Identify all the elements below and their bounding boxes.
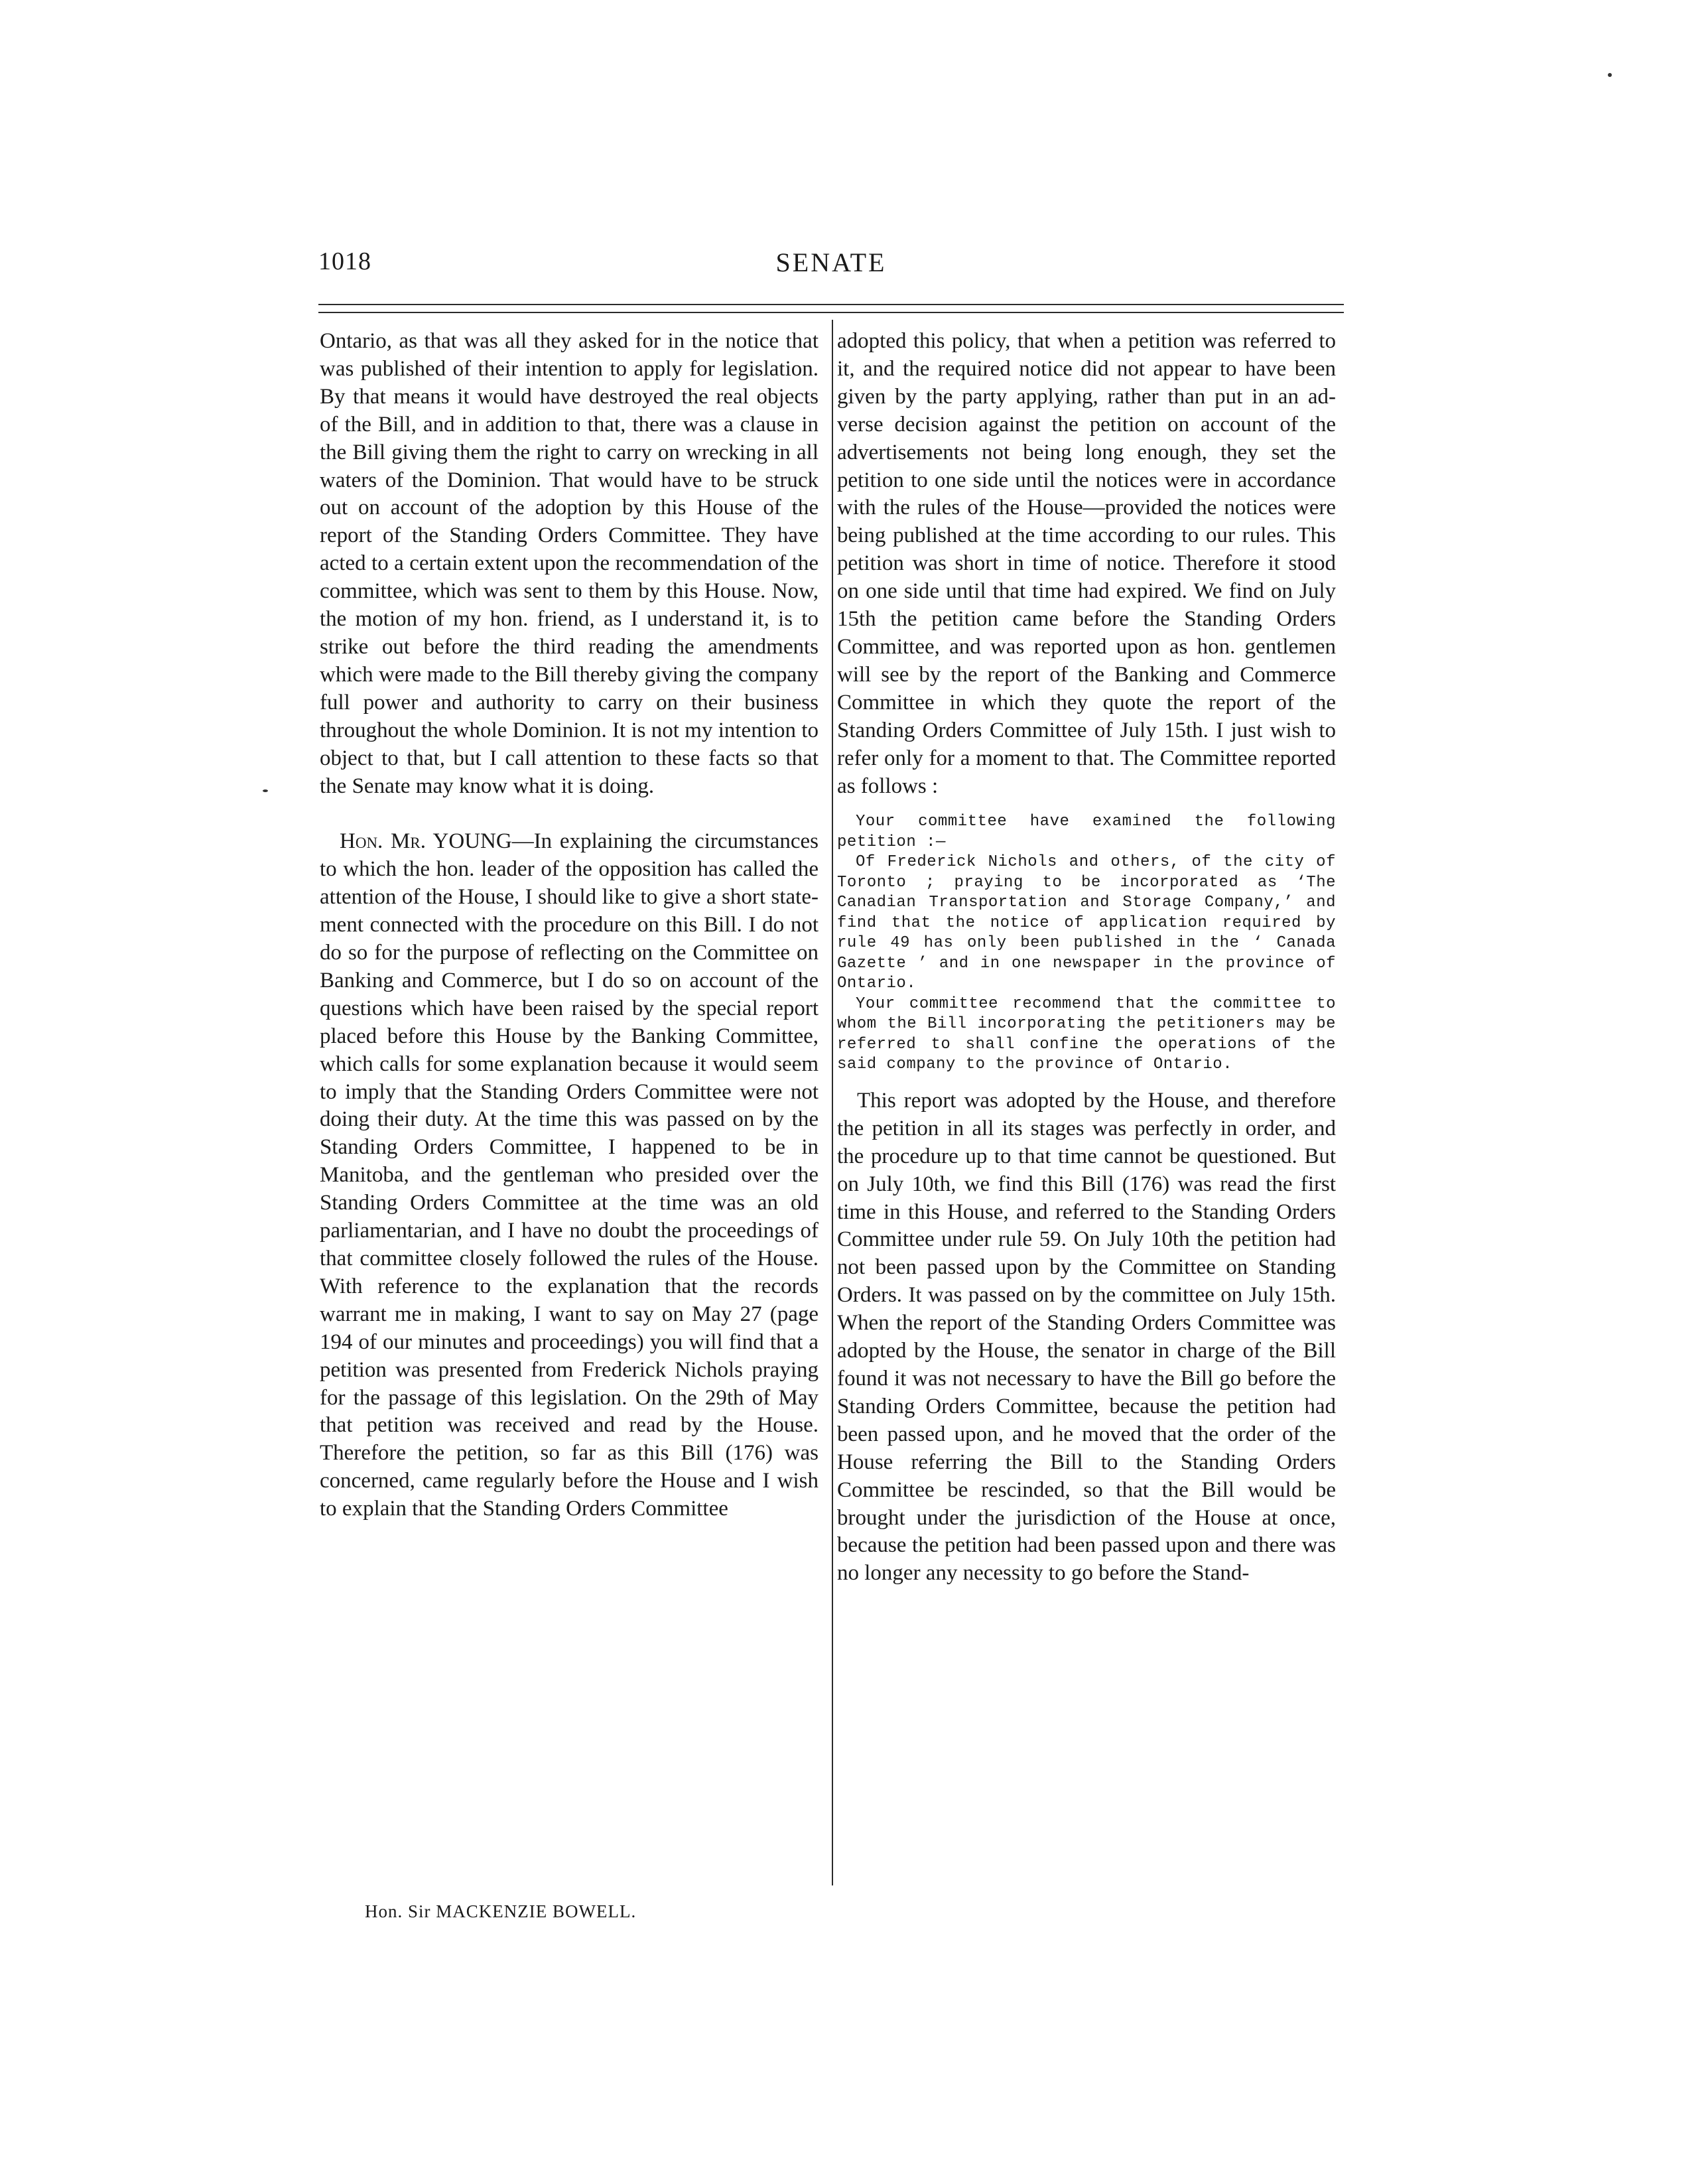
- page-number: 1018: [318, 247, 371, 275]
- scan-speck: [263, 789, 268, 792]
- scan-speck: [1608, 73, 1612, 77]
- footer-speaker-name: Hon. Sir MACKENZIE BOWELL.: [365, 1901, 637, 1921]
- committee-report-quote: [837, 812, 1336, 1075]
- running-title: SENATE: [775, 247, 887, 277]
- right-paragraph-2: This report was adopted by the House, and therefore the petition in all its stages was perfectly in order, and the procedure up to that time cannot be questioned. But on July 10th, we find this Bill (176) was read the first time in this House, and referred to the Standing Orders Committee under rule 59. On July 10th the petition had not been passed upon by the Committee on Standing Orders. It was passed on by the committee on July 15th. When the report of the Standing Orders Committee was adopted by the House, the senator in charge of the Bill found it was not necessary to have the Bill go before the Standing Orders Committee, because the petition had been passed upon, and he moved that the order of the House referring the Bill to the Standing Orders Committee be rescinded, so that the Bill would be brought under the jurisdiction of the House at once, because the petition had been passed upon and there was no longer any necessity to go before the Stand-: [837, 1088, 1336, 1586]
- quote-paragraph-2: Of Frederick Nichols and others, of the city of Toronto ; praying to be incorporated as ‘The Canadian Transportation and Storage Company,’ and find that the notice of application required by rule 49 has only been published in the ‘ Canada Gazette ’ and in one newspaper in the province of Ontario.: [837, 853, 1336, 993]
- left-paragraph-2: [320, 828, 819, 1523]
- header-rule-bottom: [318, 312, 1344, 313]
- right-column: [837, 328, 1336, 1588]
- column-divider: [832, 320, 833, 1885]
- quote-line-1: Your committee have examined the following petition :—: [837, 813, 1336, 851]
- left-paragraph-1: Ontario, as that was all they asked for in the notice that was published of their intention to apply for legislation. By that means it would have destroyed the real objects of the Bill, and in addition to that, there was a clause in the Bill giving them the right to carry on wrecking in all waters of the Dominion. That would have to be struck out on account of the adoption by this House of the report of the Standing Orders Committee. They have acted to a certain extent upon the recommendation of the committee, which was sent to them by this House. Now, the motion of my hon. friend, as I understand it, is to strike out before the third reading the amendments which were made to the Bill thereby giving the company full power and authority to carry on their business throughout the whole Dominion. It is not my intention to object to that, but I call attention to these facts so that the Senate may know what it is doing.: [320, 329, 819, 798]
- header-rule-top: [318, 304, 1344, 305]
- left-column: [320, 328, 819, 1523]
- speaker-name: Hon. Mr. YOUNG: [340, 829, 512, 854]
- right-paragraph-1: adopted this policy, that when a petition was referred to it, and the required notice did not appear to have been given by the party applying, rather than put in an adverse decision against the petition on account of the advertisements not being long enough, they set the petition to one side until the notices were in accordance with the rules of the House—provided the notices were being published at the time according to our rules. This petition was short in time of notice. Therefore it stood on one side until that time had expired. We find on July 15th the petition came before the Standing Orders Committee, and was reported upon as hon. gentlemen will see by the report of the Banking and Commerce Committee in which they quote the report of the Standing Orders Committee of July 15th. I just wish to refer only for a moment to that. The Committee reported as follows :: [837, 329, 1336, 798]
- speech-text: —In explaining the circumstances to which the hon. leader of the opposition has called the attention of the House, I should like to give a short statement connected with the procedure on this Bill. I do not do so for the purpose of reflecting on the Committee on Banking and Commerce, but I do so on account of the questions which have been raised by the special report placed before this House by the Banking Committee, which calls for some explanation because it would seem to imply that the Standing Orders Committee were not doing their duty. At the time this was passed on by the Standing Orders Committee, I happened to be in Manitoba, and the gentleman who presided over the Standing Orders Committee at the time was an old parliamentarian, and I have no doubt the proceedings of that committee closely followed the rules of the House. With reference to the explanation that the records warrant me in making, I want to say on May 27 (page 194 of our minutes and proceedings) you will find that a petition was presented from Frederick Nichols praying for the passage of this legislation. On the 29th of May that petition was received and read by the House. Therefore the petition, so far as this Bill (176) was concerned, came regularly before the House and I wish to explain that the Standing Orders Committee: [320, 829, 819, 1521]
- quote-paragraph-3: Your committee recommend that the committee to whom the Bill incorporating the petitioners may be referred to shall confine the operations of the said company to the province of Ontario.: [837, 994, 1336, 1074]
- page-header: [318, 247, 1344, 287]
